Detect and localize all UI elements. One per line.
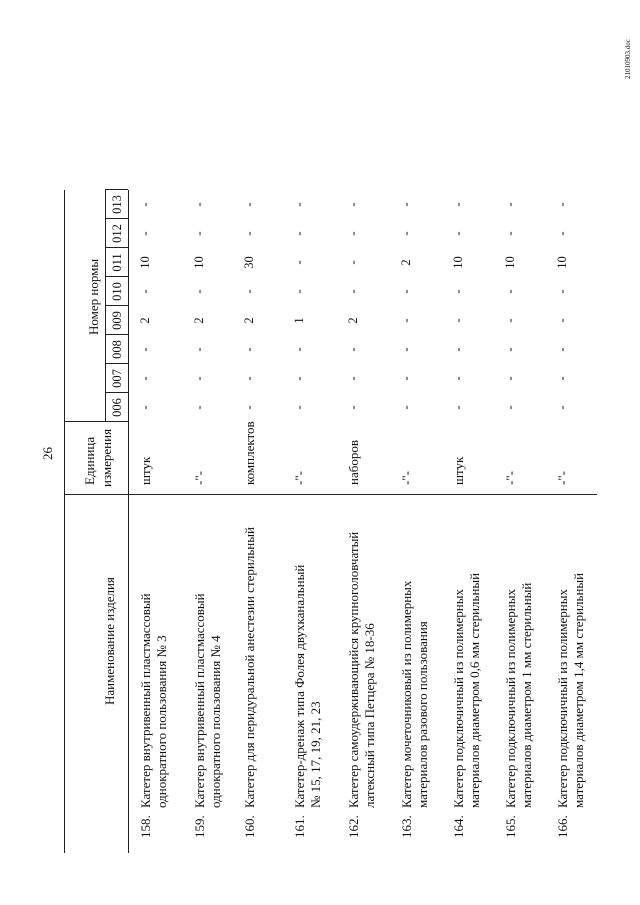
norm-value-cell: -: [555, 318, 569, 323]
norm-value-cell: 10: [138, 256, 152, 269]
norm-value-cell: -: [555, 202, 569, 207]
norm-value-cell: -: [242, 202, 256, 207]
row-number: 159.: [192, 815, 207, 838]
norm-value-cell: -: [242, 347, 256, 352]
norm-value-cell: 10: [503, 256, 517, 269]
norm-value-cell: -: [399, 318, 413, 323]
unit-cell: -"-: [503, 471, 518, 485]
item-name-line: однократного пользования № 4: [208, 635, 223, 808]
norm-value-cell: -: [192, 405, 206, 410]
norm-value-cell: -: [555, 289, 569, 294]
norm-value-cell: -: [399, 289, 413, 294]
norm-value-cell: -: [451, 231, 465, 236]
unit-cell: наборов: [346, 440, 361, 485]
norm-value-cell: -: [399, 202, 413, 207]
norm-value-cell: 10: [555, 256, 569, 269]
header-norm-group: Номер нормы: [86, 258, 101, 335]
norm-value-cell: -: [138, 202, 152, 207]
norm-value-cell: -: [399, 376, 413, 381]
norm-value-cell: -: [346, 260, 360, 265]
item-name-line: материалов диаметром 1,4 мм стерильный: [571, 572, 586, 808]
norm-value-cell: -: [292, 202, 306, 207]
norm-value-cell: -: [292, 260, 306, 265]
norm-value-cell: -: [138, 347, 152, 352]
norm-value-cell: -: [555, 405, 569, 410]
row-number: 161.: [292, 815, 307, 838]
norm-value-cell: -: [555, 231, 569, 236]
item-name-line: Катетер подключичный из полимерных: [555, 589, 570, 808]
norm-value-cell: -: [292, 347, 306, 352]
row-number: 165.: [503, 815, 518, 838]
footer-filename: 21010903.doc: [624, 39, 632, 79]
norm-column-header: 008: [110, 340, 124, 359]
table-header-bottom-line: [128, 190, 129, 853]
norm-value-cell: -: [503, 202, 517, 207]
norm-value-cell: -: [451, 202, 465, 207]
norm-value-cell: -: [192, 202, 206, 207]
item-name-line: Катетер подключичный из полимерных: [451, 589, 466, 808]
item-name-line: материалов диаметром 1 мм стерильный: [519, 582, 534, 808]
norm-value-cell: 1: [292, 317, 306, 324]
norm-value-cell: -: [242, 231, 256, 236]
item-name-line: однократного пользования № 3: [154, 635, 169, 808]
name-unit-divider: [64, 494, 597, 495]
norm-value-cell: -: [451, 347, 465, 352]
unit-cell: комплектов: [242, 421, 257, 485]
norm-value-cell: -: [138, 289, 152, 294]
norm-value-cell: 10: [451, 256, 465, 269]
norm-value-cell: -: [346, 376, 360, 381]
header-name-column: Наименование изделия: [102, 577, 117, 705]
norm-value-cell: -: [242, 405, 256, 410]
norm-value-cell: -: [451, 318, 465, 323]
norm-value-cell: -: [346, 289, 360, 294]
norm-column-header: 009: [110, 311, 124, 330]
norm-value-cell: -: [138, 405, 152, 410]
norm-value-cell: -: [555, 376, 569, 381]
norm-value-cell: 2: [346, 317, 360, 324]
row-number: 160.: [242, 815, 257, 838]
item-name-line: № 15, 17, 19, 21, 23: [308, 701, 323, 808]
norm-value-cell: 2: [242, 317, 256, 324]
norm-column-header: 007: [110, 369, 124, 388]
norm-value-cell: -: [503, 376, 517, 381]
norm-value-cell: 10: [192, 256, 206, 269]
norm-value-cell: -: [192, 231, 206, 236]
norm-value-cell: -: [503, 318, 517, 323]
norm-value-cell: -: [346, 231, 360, 236]
norm-value-cell: -: [503, 231, 517, 236]
norm-value-cell: -: [292, 231, 306, 236]
item-name-line: латексный типа Петцера № 18-36: [362, 623, 377, 808]
norm-value-cell: -: [242, 376, 256, 381]
norm-value-cell: -: [503, 289, 517, 294]
item-name-line: Катетер для перидуральной анестезии стерильный: [242, 527, 257, 808]
norm-column-header: 010: [110, 282, 124, 301]
norm-column-header: 006: [110, 398, 124, 417]
norm-value-cell: -: [292, 405, 306, 410]
norm-value-cell: -: [503, 347, 517, 352]
norm-value-cell: -: [451, 405, 465, 410]
norm-value-cell: -: [192, 376, 206, 381]
norm-value-cell: -: [346, 202, 360, 207]
norm-value-cell: -: [242, 289, 256, 294]
norm-value-cell: -: [292, 289, 306, 294]
unit-cell: -"-: [192, 471, 207, 485]
norm-value-cell: 2: [192, 317, 206, 324]
norm-column-header: 011: [110, 253, 124, 272]
row-number: 164.: [451, 815, 466, 838]
norm-value-cell: -: [503, 405, 517, 410]
unit-cell: -"-: [292, 471, 307, 485]
item-name-line: материалов разового пользования: [415, 621, 430, 808]
item-name-line: Катетер подключичный из полимерных: [503, 589, 518, 808]
norm-value-cell: -: [399, 405, 413, 410]
item-name-line: Катетер мочеточниковый из полимерных: [399, 580, 414, 808]
row-number: 163.: [399, 815, 414, 838]
header-unit-line2: измерения: [99, 428, 114, 487]
norm-value-cell: -: [399, 231, 413, 236]
norm-value-cell: -: [451, 289, 465, 294]
item-name-line: материалов диаметром 0,6 мм стерильный: [467, 572, 482, 808]
norm-value-cell: -: [399, 347, 413, 352]
norm-value-cell: -: [192, 289, 206, 294]
unit-cell: штук: [451, 456, 466, 485]
item-name-line: Катетер внутривенный пластмассовый: [138, 593, 153, 808]
norm-value-cell: -: [192, 347, 206, 352]
row-number: 162.: [346, 815, 361, 838]
norm-value-cell: 2: [138, 317, 152, 324]
page-number: 26: [40, 447, 55, 460]
header-unit-line1: Единица: [82, 436, 97, 485]
norm-value-cell: 30: [242, 256, 256, 269]
norm-value-cell: -: [451, 376, 465, 381]
item-name-line: Катетер внутривенный пластмассовый: [192, 593, 207, 808]
norm-value-cell: -: [138, 231, 152, 236]
item-name-line: Катетер-дренаж типа Фолея двухканальный: [292, 564, 307, 808]
norm-value-cell: 2: [399, 259, 413, 266]
norm-value-cell: -: [346, 405, 360, 410]
norm-value-cell: -: [292, 376, 306, 381]
norm-subheader-line: [105, 190, 106, 422]
norm-value-cell: -: [555, 347, 569, 352]
table-top-line: [64, 190, 65, 853]
item-name-line: Катетер самоудерживающийся крупноголовчатый: [346, 531, 361, 808]
unit-cell: -"-: [555, 471, 570, 485]
unit-cell: -"-: [399, 471, 414, 485]
norm-column-header: 012: [110, 224, 124, 243]
norm-value-cell: -: [346, 347, 360, 352]
row-number: 166.: [555, 815, 570, 838]
norm-column-header: 013: [110, 195, 124, 214]
unit-cell: штук: [138, 456, 153, 485]
row-number: 158.: [138, 815, 153, 838]
norm-value-cell: -: [138, 376, 152, 381]
